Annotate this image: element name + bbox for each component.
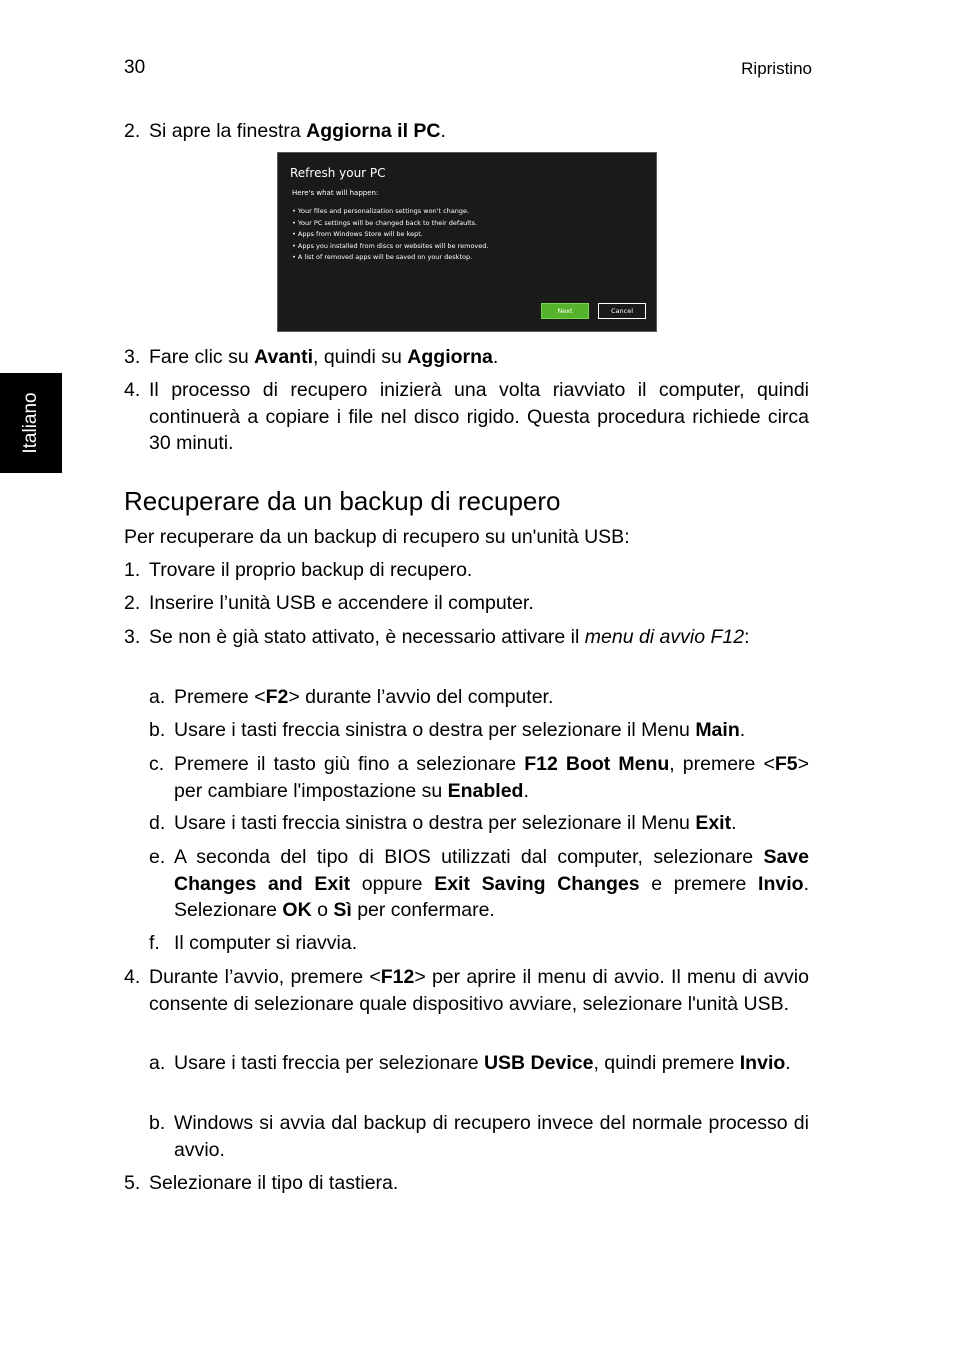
list-letter: a. <box>149 1052 166 1074</box>
text: . <box>739 719 746 741</box>
text: . <box>492 346 499 368</box>
text: per confermare. <box>351 899 495 921</box>
page-number: 30 <box>124 57 146 78</box>
bold-text: USB Device <box>483 1052 594 1074</box>
list-number: 4. <box>124 379 141 401</box>
text: Usare i tasti freccia sinistra o destra per selezionare il Menu <box>174 812 696 834</box>
text: . <box>440 120 446 142</box>
bold-text: Sì <box>333 899 352 921</box>
text: , quindi su <box>312 346 408 368</box>
text: Durante l’avvio, premere < <box>149 966 381 988</box>
text: > durante l’avvio del computer. <box>288 686 554 708</box>
list-number: 1. <box>124 559 141 581</box>
text: , premere < <box>669 753 775 775</box>
dialog-title: Refresh your PC <box>290 166 386 180</box>
text: Se non è già stato attivato, è necessario attivare il <box>149 626 585 648</box>
list-item <box>124 624 809 651</box>
text: Usare i tasti freccia sinistra o destra per selezionare il Menu <box>174 719 696 741</box>
bold-text: Avanti <box>254 346 313 368</box>
text: Trovare il proprio backup di recupero. <box>149 559 473 581</box>
bold-text: Main <box>695 719 740 741</box>
list-item <box>124 1110 809 1163</box>
list-number: 4. <box>124 966 141 988</box>
bold-text: F12 Boot Menu <box>524 753 670 775</box>
bold-text: Enabled <box>447 779 524 802</box>
list-item <box>124 930 809 957</box>
list-item <box>124 964 809 1017</box>
list-item: • Your files and personalization settings won't change. <box>292 207 470 215</box>
bold-text: Exit <box>695 812 732 834</box>
text: Selezionare il tipo di tastiera. <box>149 1172 399 1194</box>
text: e premere <box>639 872 759 895</box>
list-item <box>124 717 809 744</box>
language-tab <box>0 373 62 473</box>
italic-text: menu di avvio F12 <box>584 626 745 648</box>
bold-text: Aggiorna il PC <box>306 120 441 142</box>
list-item <box>124 344 809 371</box>
list-item <box>124 751 809 804</box>
bold-text: Invio <box>758 872 804 895</box>
list-number: 3. <box>124 346 141 368</box>
list-item <box>124 118 809 145</box>
cancel-button[interactable]: Cancel <box>598 303 646 319</box>
list-letter: c. <box>149 753 165 775</box>
list-letter: d. <box>149 812 166 834</box>
list-letter: e. <box>149 846 166 868</box>
text: : <box>744 626 750 648</box>
text: Fare clic su <box>149 346 255 368</box>
text: Inserire l’unità USB e accendere il computer. <box>149 592 534 614</box>
text: Windows si avvia dal backup di recupero invece del normale processo di avvio. <box>174 1112 809 1161</box>
section-heading: Recuperare da un backup di recupero <box>124 486 561 516</box>
list-item <box>124 377 809 457</box>
bold-text: Invio <box>739 1052 786 1074</box>
bold-text: Exit Saving Changes <box>434 872 640 895</box>
text: oppure <box>350 872 435 895</box>
list-item: • Your PC settings will be changed back to their defaults. <box>292 218 478 227</box>
list-letter: b. <box>149 1112 166 1134</box>
list-item <box>124 590 809 617</box>
refresh-pc-screenshot <box>277 152 657 332</box>
list-number: 5. <box>124 1172 141 1194</box>
text: . <box>731 812 737 834</box>
bold-text: Aggiorna <box>407 346 493 368</box>
text: Per recuperare da un backup di recupero su un'unità USB: <box>124 526 630 548</box>
list-item <box>124 1170 809 1197</box>
text: A seconda del tipo di BIOS utilizzati dal computer, selezionare <box>174 846 764 868</box>
bold-text: F12 <box>380 966 415 988</box>
running-title: Ripristino <box>741 59 812 78</box>
text: Si apre la finestra <box>149 120 307 142</box>
text: . <box>523 779 529 802</box>
text: Il processo di recupero inizierà una volta riavviato il computer, quindi continuerà a copiare i file nel disco rigido. Questa procedura richiede circa 30 minuti. <box>149 379 809 454</box>
list-item <box>124 557 809 584</box>
next-button[interactable]: Next <box>541 303 589 319</box>
bold-text: F2 <box>265 686 289 708</box>
list-number: 2. <box>124 592 141 614</box>
text: . Selezionare <box>174 872 809 921</box>
text: o <box>311 899 334 921</box>
text: Usare i tasti freccia per selezionare <box>174 1052 484 1074</box>
text: . <box>785 1052 791 1074</box>
text: > per aprire il menu di avvio. Il menu di avvio consente di selezionare quale dispositivo avviare, selezionare l'unità USB. <box>149 966 809 1015</box>
paragraph <box>124 524 809 551</box>
list-item <box>124 810 809 837</box>
list-letter: b. <box>149 719 166 741</box>
text: , quindi premere <box>593 1052 740 1074</box>
bold-text: OK <box>282 899 312 921</box>
list-item: • A list of removed apps will be saved on your desktop. <box>292 253 473 261</box>
list-item <box>124 1050 809 1077</box>
list-letter: f. <box>149 932 160 954</box>
dialog-subtitle: Here's what will happen: <box>292 189 379 197</box>
bold-text: F5 <box>774 753 798 775</box>
dialog-list <box>292 206 488 264</box>
language-tab-label: Italiano <box>20 392 41 454</box>
list-item <box>124 684 809 711</box>
text: > per cambiare l'impostazione su <box>174 753 810 802</box>
text: Premere il tasto giù fino a selezionare <box>174 753 525 775</box>
list-number: 2. <box>124 120 141 142</box>
list-item: • Apps you installed from discs or websites will be removed. <box>292 241 489 250</box>
bold-text: Save Changes and Exit <box>174 846 809 895</box>
text: Premere < <box>174 686 266 708</box>
text: Il computer si riavvia. <box>174 932 358 954</box>
list-item <box>124 844 809 924</box>
list-letter: a. <box>149 686 166 708</box>
list-number: 3. <box>124 626 141 648</box>
list-item: • Apps from Windows Store will be kept. <box>292 230 423 238</box>
